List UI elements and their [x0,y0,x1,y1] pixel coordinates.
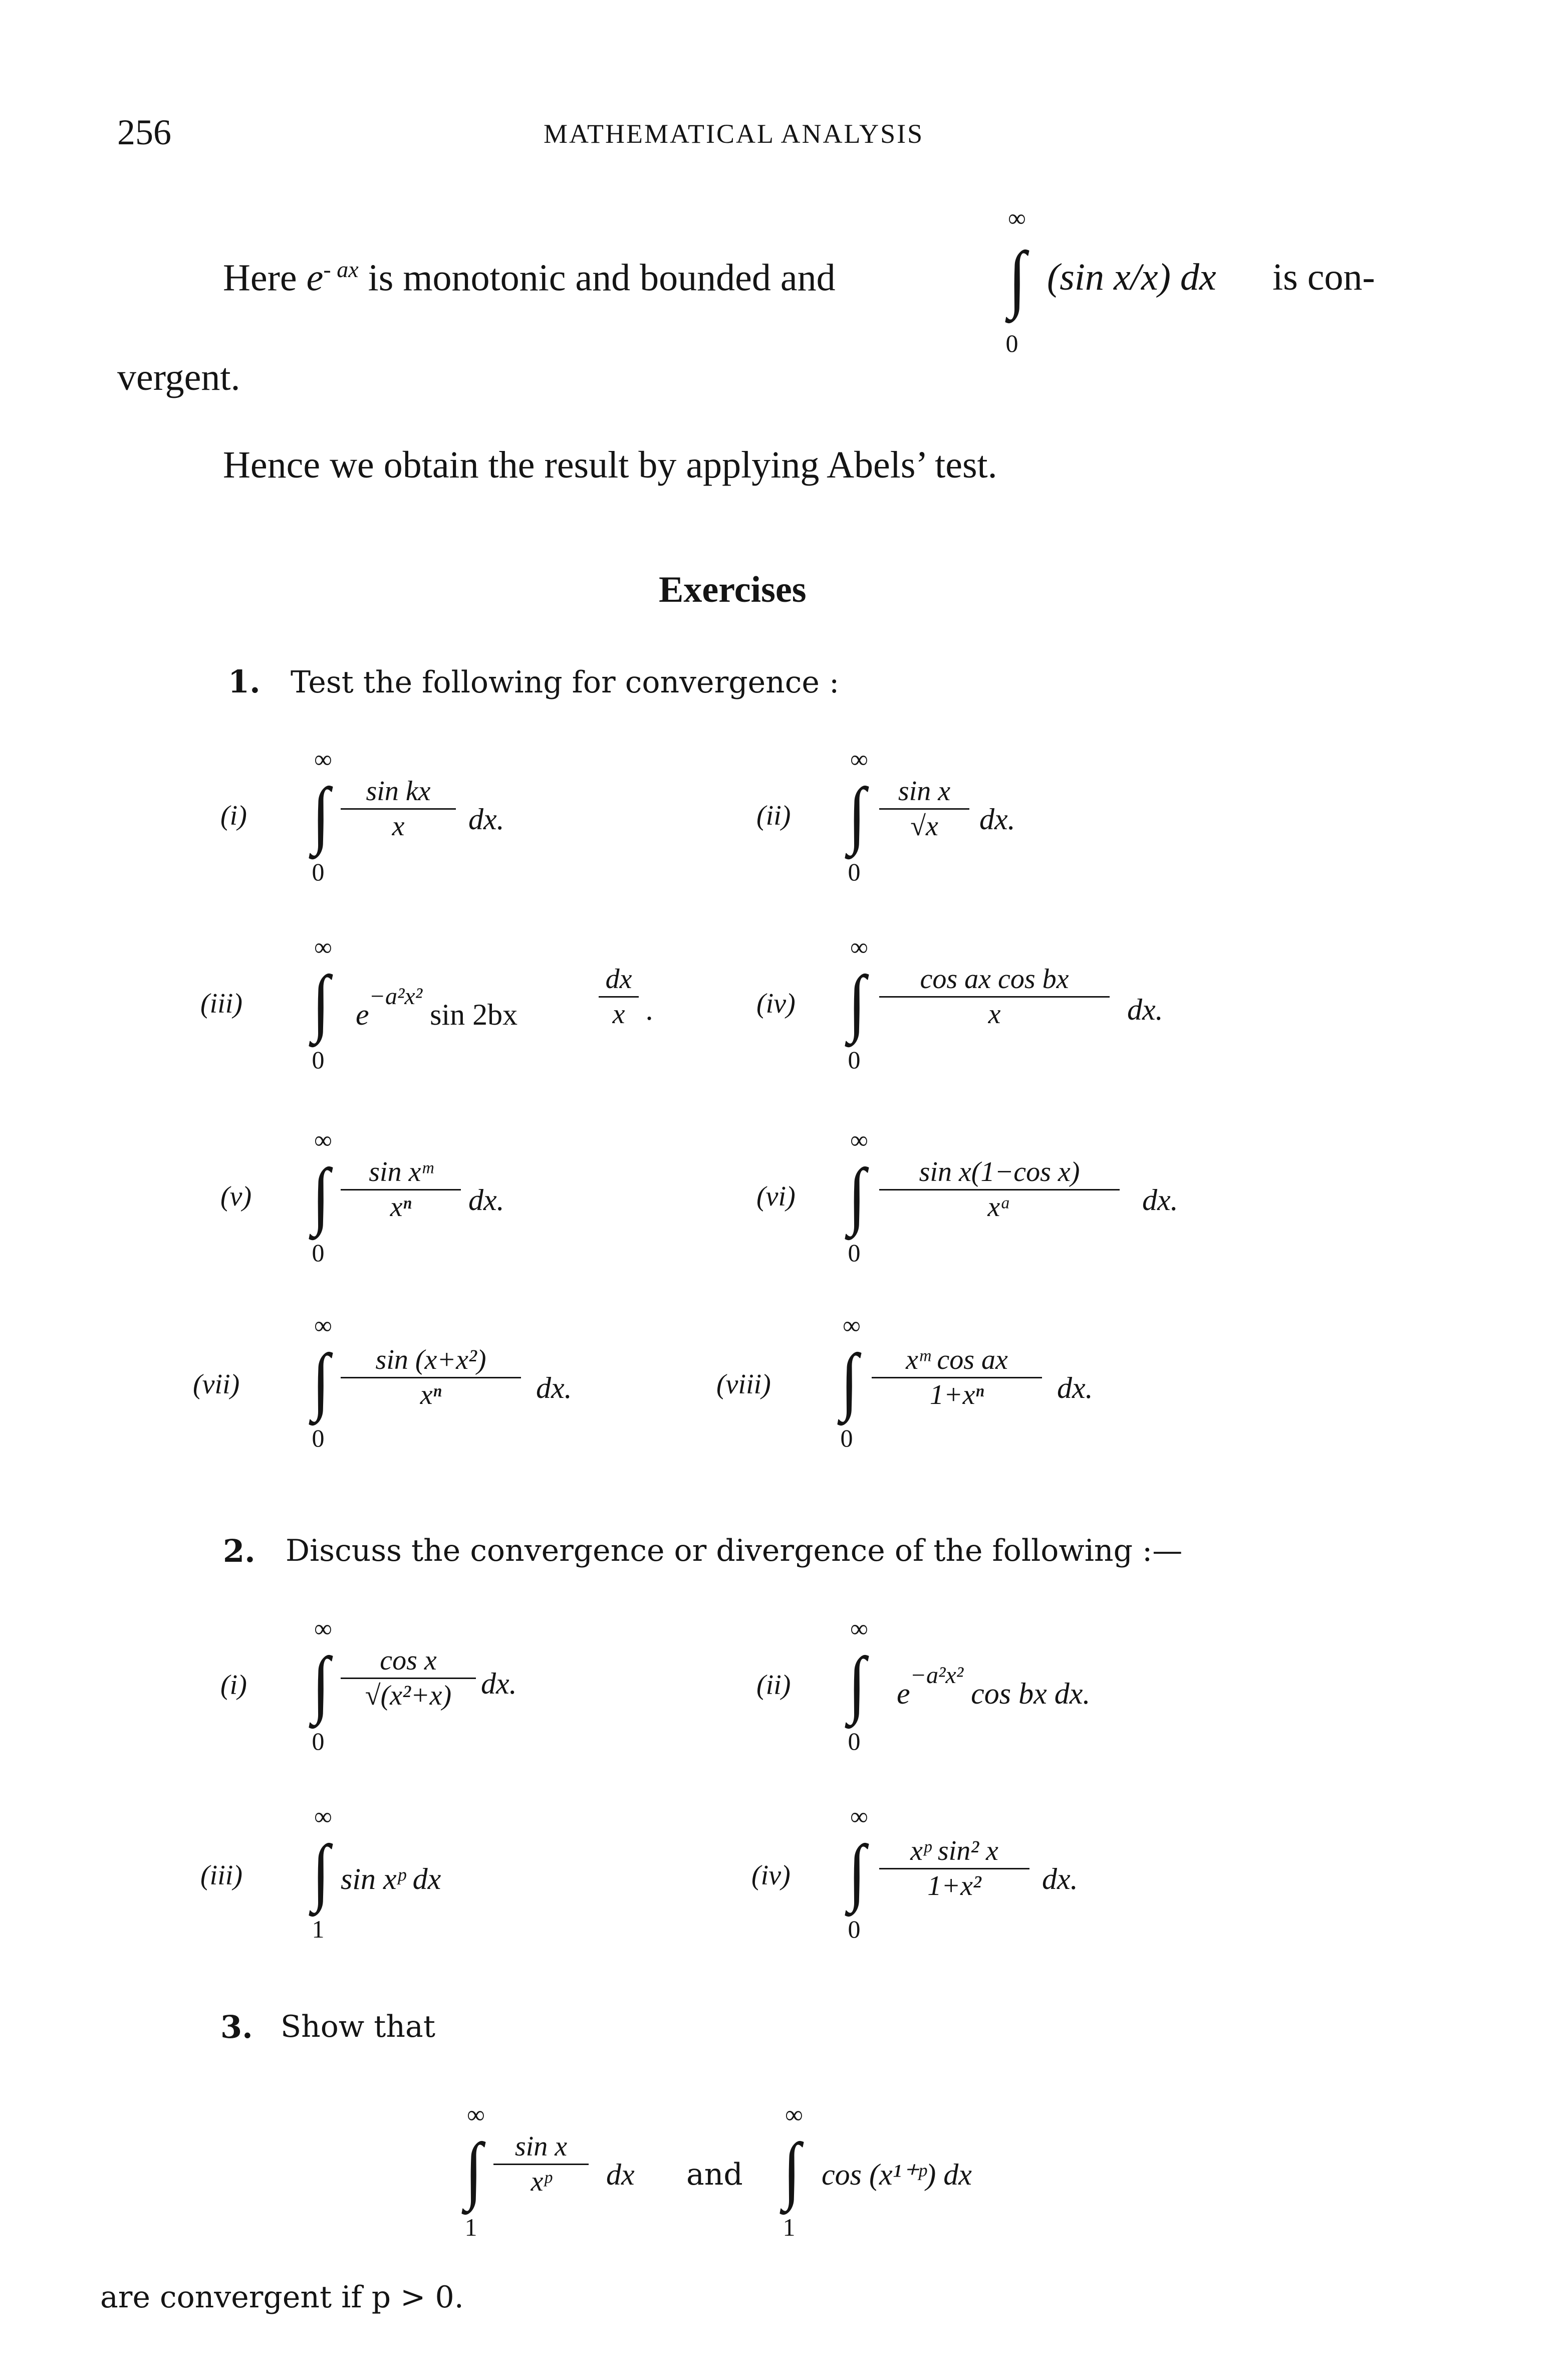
ex1-item-1-label: (i) [220,800,247,831]
ex1-item-6-label: (vi) [756,1181,796,1212]
ex1-item-1-tail: dx. [468,803,504,836]
ex2-item-3-expression: sin xᵖ dx [341,1862,441,1895]
ex2-item-4-label: (iv) [751,1860,791,1891]
exercise-2-number: 2. [223,1533,255,1569]
ex1-item-7-label: (vii) [193,1369,240,1400]
ex3-left-integral: ∞ ∫ 1 [464,2100,485,2241]
intro-line-1-end: is con- [1272,256,1375,298]
ex1-item-4-fraction: cos ax cos bx x [879,965,1110,1029]
ex1-item-8-label: (viii) [716,1369,771,1400]
ex3-left-tail: dx [606,2158,635,2191]
exercise-3-number: 3. [220,2009,253,2045]
ex1-item-6-integral: ∞ ∫ 0 [848,1126,868,1267]
ex2-item-1-integral: ∞ ∫ 0 [312,1614,332,1755]
ex3-connector: and [686,2157,743,2192]
ex1-item-7-fraction: sin (x+x²) xⁿ [341,1345,521,1410]
ex1-item-4-label: (iv) [756,988,796,1019]
ex2-item-2-label: (ii) [756,1670,791,1701]
ex1-item-2-tail: dx. [979,803,1015,836]
ex2-item-2-integral: ∞ ∫ 0 [848,1614,868,1755]
ex3-right-integral: ∞ ∫ 1 [783,2100,803,2241]
intro-integral: ∞ ∫ 0 [1005,204,1026,357]
ex1-item-8-tail: dx. [1057,1371,1093,1404]
ex1-item-7-tail: dx. [536,1371,572,1404]
ex1-item-2-fraction: sin x √x [879,777,969,841]
ex1-item-5-fraction: sin xᵐ xⁿ [341,1157,461,1222]
ex3-right-expression: cos (x¹⁺ᵖ) dx [822,2158,972,2191]
ex1-item-5-tail: dx. [468,1183,504,1217]
ex1-item-7-integral: ∞ ∫ 0 [312,1311,332,1452]
ex2-item-1-label: (i) [220,1670,247,1701]
ex1-item-1-fraction: sin kx x [341,777,456,841]
ex1-item-4-integral: ∞ ∫ 0 [848,933,868,1074]
intro-line-3: Hence we obtain the result by applying Abels’ test. [223,444,997,486]
ex1-item-4-tail: dx. [1127,993,1163,1026]
exercise-1-prompt: Test the following for convergence : [291,665,840,700]
page-number: 256 [117,112,171,152]
exercise-2-prompt: Discuss the convergence or divergence of the following :— [286,1533,1183,1568]
ex2-item-1-tail: dx. [481,1667,517,1700]
exercise-1-number: 1. [228,663,261,700]
ex1-item-8-fraction: xᵐ cos ax 1+xⁿ [872,1345,1042,1410]
ex1-item-3-exponential: $e^{-a^2x^2}$ sin 2bx [356,983,518,1031]
ex1-item-2-integral: ∞ ∫ 0 [848,745,868,886]
section-heading: Exercises [659,569,807,610]
ex3-left-fraction: sin x xᵖ [493,2132,589,2197]
ex2-item-4-fraction: xᵖ sin² x 1+x² [879,1836,1029,1901]
ex2-item-2-expression: $e^{-a^2x^2}$ cos bx dx. [897,1662,1091,1710]
ex2-item-4-integral: ∞ ∫ 0 [848,1802,868,1943]
ex2-item-1-fraction: cos x √(x²+x) [341,1646,476,1711]
intro-integrand: (sin x/x) dx [1047,256,1216,298]
ex1-item-6-fraction: sin x(1−cos x) xᵃ [879,1157,1120,1222]
intro-line-2: vergent. [117,356,240,398]
ex1-item-6-tail: dx. [1142,1183,1178,1217]
ex2-item-4-tail: dx. [1042,1862,1078,1895]
ex1-item-2-label: (ii) [756,800,791,831]
ex3-conclusion: are convergent if p > 0. [100,2280,464,2315]
ex1-item-5-label: (v) [220,1181,252,1212]
ex1-item-1-integral: ∞ ∫ 0 [312,745,332,886]
running-head: MATHEMATICAL ANALYSIS [544,119,924,149]
ex1-item-3-fraction: dx x [599,965,639,1029]
ex1-item-3-label: (iii) [200,988,242,1019]
ex1-item-3-tail: . [646,993,654,1026]
ex1-item-5-integral: ∞ ∫ 0 [312,1126,332,1267]
ex2-item-3-label: (iii) [200,1860,242,1891]
ex1-item-8-integral: ∞ ∫ 0 [840,1311,861,1452]
exercise-3-prompt: Show that [281,2009,435,2044]
ex1-item-3-integral: ∞ ∫ 0 [312,933,332,1074]
intro-line-1-start: Here $e^{- ax}$ is monotonic and bounded and [223,257,836,299]
ex2-item-3-integral: ∞ ∫ 1 [312,1802,332,1943]
